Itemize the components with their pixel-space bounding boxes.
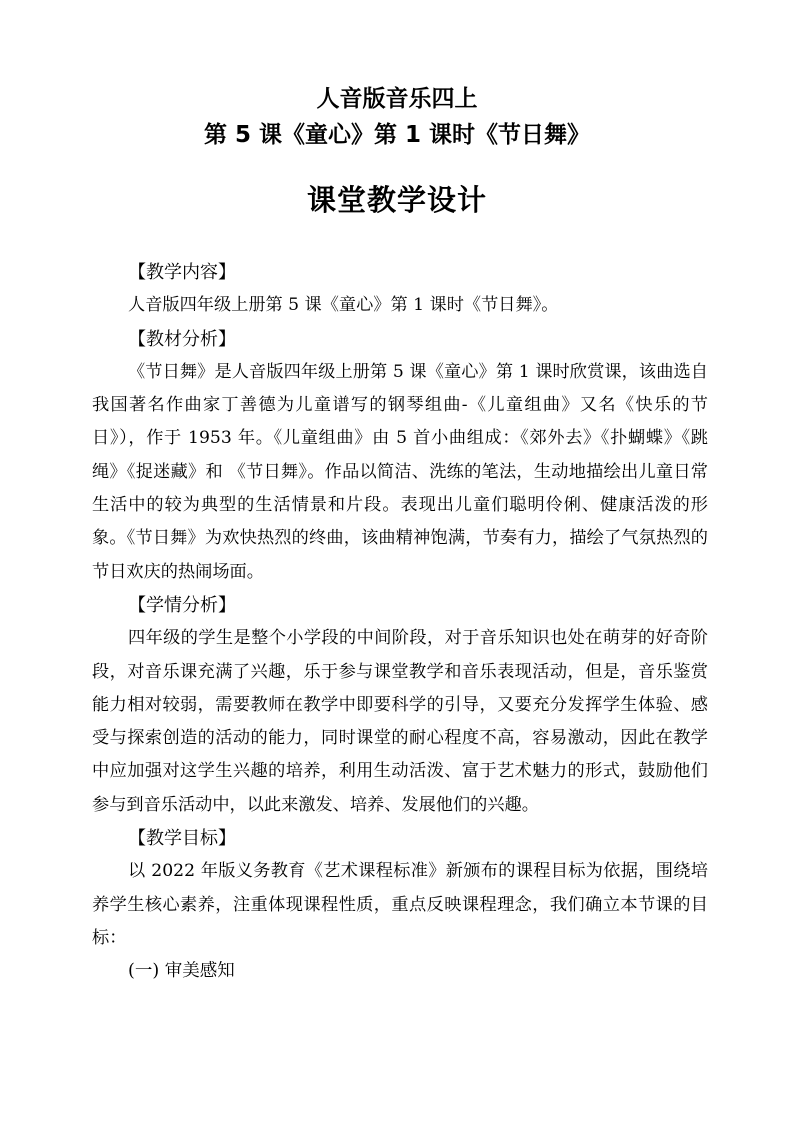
course-series-title: 人音版音乐四上 — [316, 86, 478, 112]
section-heading-content: 【教学内容】 — [128, 262, 236, 283]
section-text-content: 人音版四年级上册第 5 课《童心》第 1 课时《节日舞》。 — [128, 295, 559, 316]
section-heading-students: 【学情分析】 — [128, 594, 236, 616]
section-text-material: 《节日舞》是人音版四年级上册第 5 课《童心》第 1 课时欣赏课，该曲选自我国著名作曲家丁善德为儿童谱写的钢琴组曲-《儿童组曲》又名《快乐的节日》），作于 1953 年。《儿童组曲》由 5 首小曲组成：《郊外去》《扑蝴蝶》《跳绳》《捉迷藏》和 《节日舞》。作品以简洁、洗练的笔法，生动地描绘出儿童日常生活中的较为典型的生活情景和片段。表现出儿童们聪明伶俐、健康活泼的形象。《节日舞》为欢快热烈的终曲，该曲精神饱满，节奏有力，描绘了气氛热烈的节日欢庆的热闹场面。 — [92, 361, 708, 582]
section-text-goals: 以 2022 年版义务教育《艺术课程标准》新颁布的课程目标为依据，围绕培养学生核心素养，注重体现课程性质，重点反映课程理念，我们确立本节课的目标： — [92, 861, 708, 948]
document-body — [92, 256, 708, 989]
section-heading-material: 【教材分析】 — [128, 328, 236, 350]
goal-subheading-aesthetic: (一) 审美感知 — [128, 961, 235, 982]
document-title: 课堂教学设计 — [306, 183, 487, 217]
lesson-title: 第 5 课《童心》第 1 课时《节日舞》 — [203, 122, 591, 148]
section-heading-goals: 【教学目标】 — [128, 828, 236, 850]
section-text-students: 四年级的学生是整个小学段的中间阶段，对于音乐知识也处在萌芽的好奇阶段，对音乐课充满了兴趣，乐于参与课堂教学和音乐表现活动，但是，音乐鉴赏能力相对较弱，需要教师在教学中即要科学的引导，又要充分发挥学生体验、感受与探索创造的活动的能力，同时课堂的耐心程度不高，容易激动，因此在教学中应加强对这学生兴趣的培养，利用生动活泼、富于艺术魅力的形式，鼓励他们参与到音乐活动中，以此来激发、培养、发展他们的兴趣。 — [92, 628, 708, 815]
